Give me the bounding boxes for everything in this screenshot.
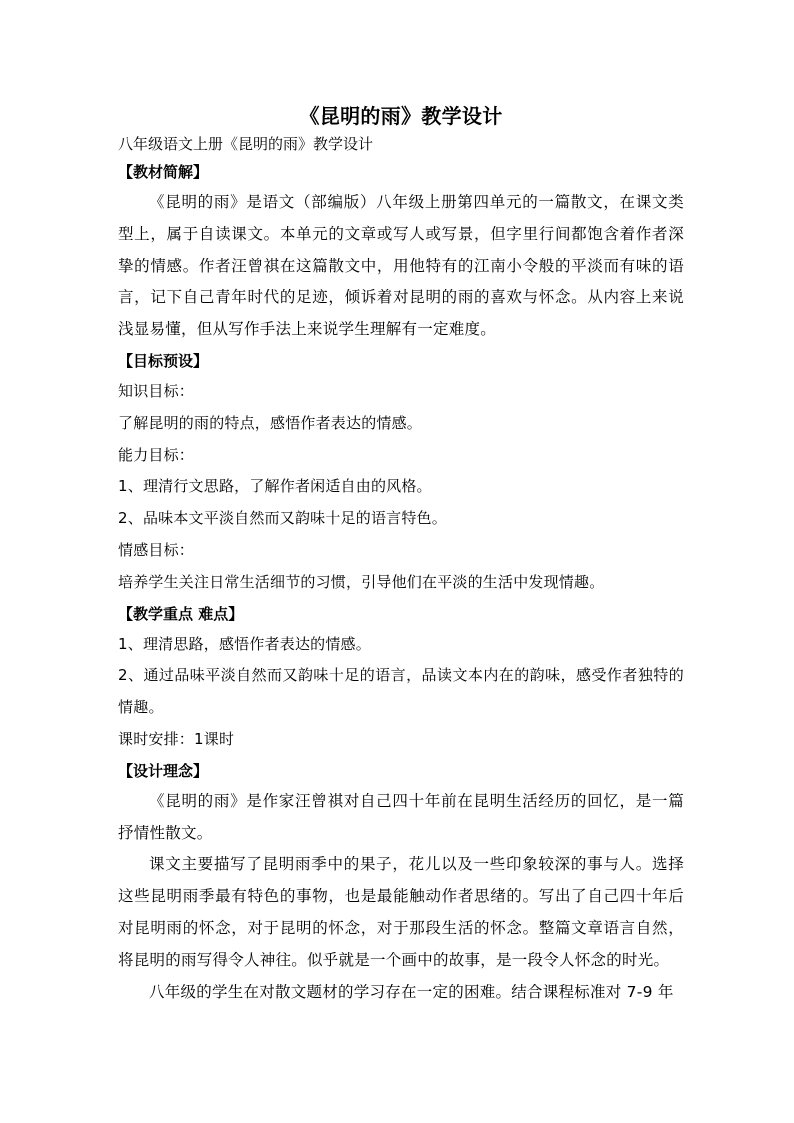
section-heading-key-points: 【教学重点 难点】 xyxy=(118,604,244,623)
textbook-intro-paragraph: 《昆明的雨》是语文（部编版）八年级上册第四单元的一篇散文，在课文类型上，属于自读课文。本单元的文章或写人或写景，但字里行间都饱含着作者深挚的情感。作者汪曾祺在这篇散文中，用他特有的江南小令般的平淡而有味的语言，记下自己青年时代的足迹，倾诉着对昆明的雨的喜欢与怀念。从内容上来说浅显易懂，但从写作手法上来说学生理解有一定难度。 xyxy=(118,193,684,339)
ability-goal-item-2: 2、品味本文平淡自然而又韵味十足的语言特色。 xyxy=(118,509,447,528)
key-point-item-2: 2、通过品味平淡自然而又韵味十足的语言，品读文本内在的韵味，感受作者独特的情趣。 xyxy=(118,666,684,717)
design-concept-paragraph-1: 《昆明的雨》是作家汪曾祺对自己四十年前在昆明生活经历的回忆，是一篇抒情性散文。 xyxy=(118,791,684,842)
knowledge-goal-item: 了解昆明的雨的特点，感悟作者表达的情感。 xyxy=(118,413,423,432)
class-schedule: 课时安排：1课时 xyxy=(118,729,235,748)
section-heading-goals: 【目标预设】 xyxy=(118,351,209,370)
document-subtitle: 八年级语文上册《昆明的雨》教学设计 xyxy=(118,135,374,153)
ability-goal-label: 能力目标： xyxy=(118,445,195,464)
document-title: 《昆明的雨》教学设计 xyxy=(299,104,503,128)
section-heading-design-concept: 【设计理念】 xyxy=(118,761,209,780)
knowledge-goal-label: 知识目标： xyxy=(118,381,195,400)
key-point-item-1: 1、理清思路，感悟作者表达的情感。 xyxy=(118,634,371,653)
design-concept-paragraph-3: 八年级的学生在对散文题材的学习存在一定的困难。结合课程标准对 7-9 年 xyxy=(149,982,674,1001)
emotion-goal-item: 培养学生关注日常生活细节的习惯，引导他们在平淡的生活中发现情趣。 xyxy=(118,572,605,591)
design-concept-paragraph-2: 课文主要描写了昆明雨季中的果子，花儿以及一些印象较深的事与人。选择这些昆明雨季最有特色的事物，也是最能触动作者思绪的。写出了自己四十年后对昆明雨的怀念，对于昆明的怀念，对于那段生活的怀念。整篇文章语言自然，将昆明的雨写得令人神往。似乎就是一个画中的故事，是一段令人怀念的时光。 xyxy=(118,855,684,969)
emotion-goal-label: 情感目标： xyxy=(118,540,195,559)
ability-goal-item-1: 1、理清行文思路，了解作者闲适自由的风格。 xyxy=(118,477,432,496)
section-heading-textbook-intro: 【教材简解】 xyxy=(118,163,209,181)
document-content xyxy=(118,101,684,1008)
